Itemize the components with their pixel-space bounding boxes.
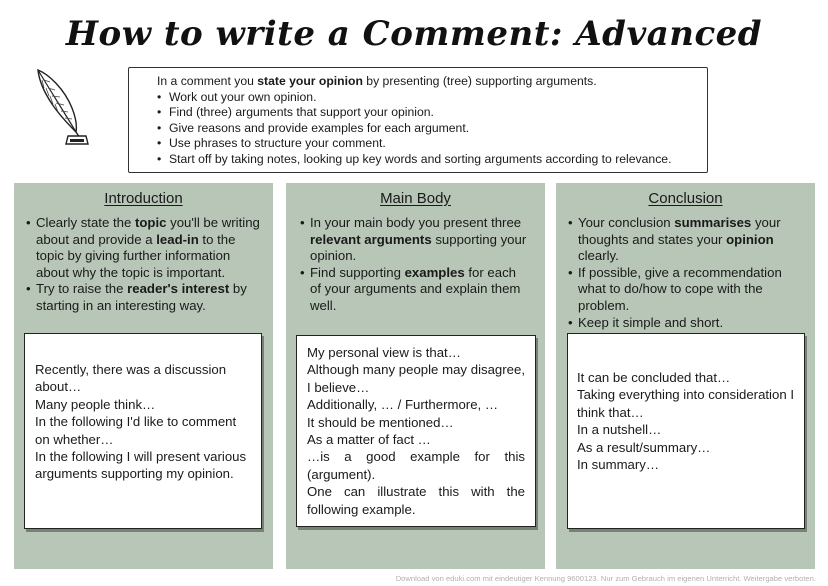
bullet-text: Clearly state the xyxy=(36,215,135,230)
summary-bullet: • Give reasons and provide examples for each argument. xyxy=(157,121,697,137)
conclusion-column xyxy=(556,183,815,569)
bullet-text: In your main body you present three xyxy=(310,215,522,230)
summary-lead-text: In a comment you xyxy=(157,74,258,88)
bullet-bold: relevant arguments xyxy=(310,231,432,247)
phrase: It can be concluded that… xyxy=(577,370,731,385)
bullet-bold: topic xyxy=(134,215,167,230)
main-body-heading: Main Body xyxy=(380,190,451,207)
conclusion-bullet-3: • Keep it simple and short. xyxy=(568,315,804,332)
main-body-phrases-box xyxy=(296,335,536,527)
bullet-bold: lead-in xyxy=(156,231,199,247)
bullet-bold: opinion xyxy=(726,231,774,247)
bullet-text: you'll be writing about and provide a xyxy=(36,215,260,247)
footer-note: Download von eduki.com mit eindeutiger Kennung 9600123. Nur zum Gebrauch im eigenen Unterricht. Weitergabe verboten. xyxy=(395,574,816,583)
bullet-text: to the topic by giving further information about why the topic is important. xyxy=(36,231,236,280)
main-body-bullet-2 xyxy=(300,265,530,315)
phrase: In the following I will present various arguments supporting my opinion. xyxy=(35,449,247,482)
phrase: One can illustrate this with the following example. xyxy=(307,484,525,517)
conclusion-bullet-2: • If possible, give a recommendation what to do/how to cope with the problem. xyxy=(568,265,804,315)
summary-bullet: • Work out your own opinion. xyxy=(157,90,697,106)
phrase: Additionally, … / Furthermore, … xyxy=(307,397,499,413)
phrase: In a nutshell… xyxy=(577,422,662,438)
summary-box xyxy=(128,67,708,173)
bullet-text: your thoughts and states your xyxy=(578,215,781,247)
conclusion-bullets xyxy=(568,215,804,331)
main-body-bullets xyxy=(300,215,530,315)
page-title: How to write a Comment: Advanced xyxy=(65,14,763,54)
summary-lead-bold: state your opinion xyxy=(257,74,363,88)
main-body-bullet-1 xyxy=(300,215,530,265)
bullet-bold: summarises xyxy=(674,215,752,230)
phrase: Recently, there was a discussion about… xyxy=(35,362,227,395)
introduction-bullet-2 xyxy=(26,281,266,314)
phrase: Although many people may disagree, I believe… xyxy=(307,362,525,395)
main-body-column xyxy=(286,183,545,569)
phrase: It should be mentioned… xyxy=(307,414,454,430)
bullet-text: by starting in an interesting way. xyxy=(36,281,247,313)
summary-bullets xyxy=(157,90,697,168)
bullet-text: supporting your opinion. xyxy=(310,231,527,264)
introduction-heading: Introduction xyxy=(104,190,183,207)
phrase: Many people think… xyxy=(35,396,156,412)
phrase: Taking everything into consideration I think that… xyxy=(577,387,794,420)
phrase: In the following I'd like to comment on whether… xyxy=(35,414,237,447)
summary-lead xyxy=(157,74,697,90)
conclusion-phrases-box xyxy=(567,333,805,529)
bullet-text: Your conclusion xyxy=(578,215,675,230)
introduction-bullets xyxy=(26,215,266,315)
quill-pen-icon xyxy=(34,68,90,148)
conclusion-heading: Conclusion xyxy=(648,190,723,207)
introduction-column xyxy=(14,183,273,569)
phrase: …is a good example for this (argument). xyxy=(307,449,525,482)
phrase: My personal view is that… xyxy=(307,345,461,360)
introduction-bullet-1 xyxy=(26,215,266,281)
bullet-text: clearly. xyxy=(578,248,619,264)
summary-lead-text-end: by presenting (tree) supporting arguments. xyxy=(362,74,597,88)
phrase: As a result/summary… xyxy=(577,439,711,455)
bullet-text: for each of your arguments and explain them well. xyxy=(310,264,521,313)
phrase: In summary… xyxy=(577,457,660,473)
summary-bullet: • Use phrases to structure your comment. xyxy=(157,136,697,152)
introduction-phrases-box xyxy=(24,333,262,529)
bullet-bold: examples xyxy=(404,264,465,280)
summary-bullet: • Find (three) arguments that support your opinion. xyxy=(157,105,697,121)
bullet-text: Try to raise the xyxy=(36,281,128,297)
conclusion-bullet-1 xyxy=(568,215,804,265)
bullet-text: Find supporting xyxy=(310,264,405,280)
phrase: As a matter of fact … xyxy=(307,432,431,448)
summary-bullet: • Start off by taking notes, looking up key words and sorting arguments according to relevance. xyxy=(157,152,697,168)
bullet-bold: reader's interest xyxy=(127,281,230,297)
